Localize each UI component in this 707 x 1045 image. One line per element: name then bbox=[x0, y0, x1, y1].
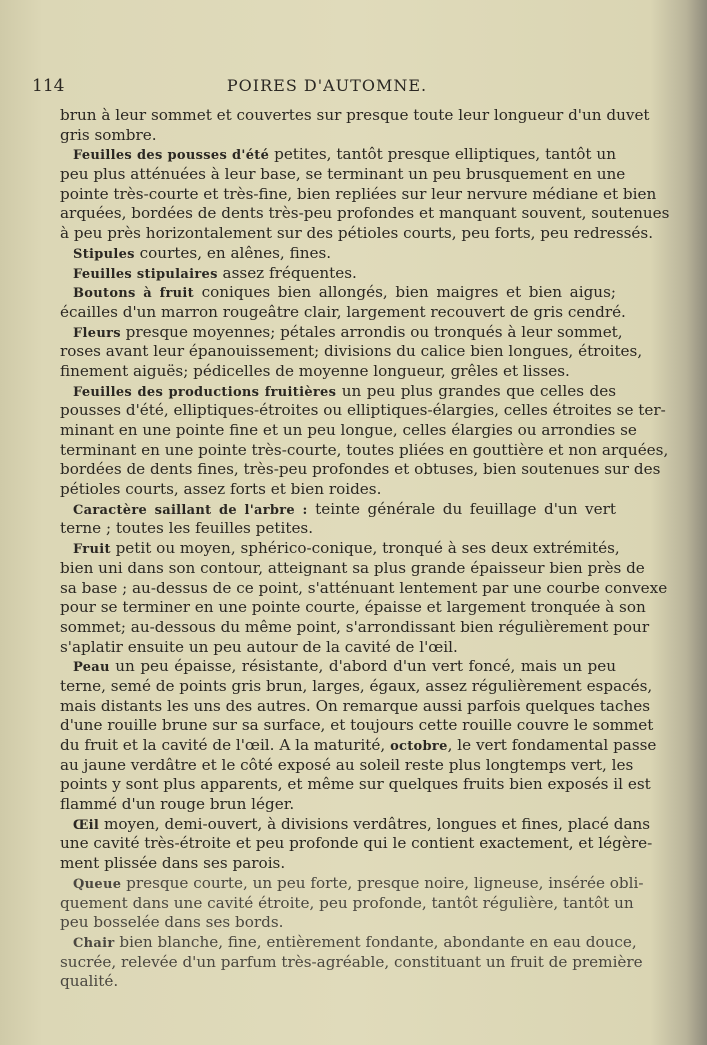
text-line bbox=[60, 224, 654, 244]
text-line bbox=[60, 578, 668, 599]
line-text: finement aiguës; pédicelles de moyenne longueur, grêles et lisses. bbox=[60, 361, 570, 380]
paragraph bbox=[60, 283, 626, 322]
page-body bbox=[60, 106, 670, 992]
text-line bbox=[60, 972, 616, 992]
text-line bbox=[60, 244, 616, 264]
text-line bbox=[60, 362, 616, 382]
line-text: peu bosselée dans ses bords. bbox=[60, 913, 284, 932]
text-line bbox=[60, 775, 651, 795]
text-line bbox=[60, 421, 637, 441]
paragraph bbox=[60, 657, 657, 815]
line-text: petit ou moyen, sphérico-conique, tronqué à ses deux extrémités, bbox=[110, 539, 620, 558]
line-text: pour se terminer en une pointe courte, épaisse et largement tronquée à son bbox=[60, 598, 646, 617]
line-text: teinte générale du feuillage d'un vert bbox=[307, 499, 616, 518]
line-text: à peu près horizontalement sur des pétioles courts, peu forts, peu redressés. bbox=[60, 224, 654, 243]
paragraph bbox=[60, 814, 653, 874]
line-text: presque moyennes; pétales arrondis ou tronqués à leur sommet, bbox=[120, 322, 623, 341]
text-line bbox=[60, 716, 654, 736]
line-text: sucrée, relevée d'un parfum très-agréable, constituant un fruit de première bbox=[60, 952, 643, 971]
paragraph bbox=[60, 381, 669, 500]
line-text: arquées, bordées de dents très-peu profondes et manquant souvent, soutenues bbox=[60, 204, 670, 223]
running-title: POIRES D'AUTOMNE. bbox=[226, 76, 428, 95]
line-text: flammé d'un rouge brun léger. bbox=[60, 795, 295, 814]
line-text: un peu plus grandes que celles des bbox=[336, 381, 617, 400]
line-text: terne, semé de points gris brun, larges, égaux, assez régulièrement espacés, bbox=[60, 676, 653, 695]
text-line bbox=[60, 165, 626, 185]
line-text: assez fréquentes. bbox=[217, 263, 357, 282]
line-text: pétioles courts, assez forts et bien roides. bbox=[60, 480, 382, 499]
text-line bbox=[60, 814, 651, 835]
text-line bbox=[60, 342, 643, 362]
line-text: pointe très-courte et très-fine, bien repliées sur leur nervure médiane et bien bbox=[60, 184, 657, 203]
text-line bbox=[60, 755, 634, 776]
page-header bbox=[32, 76, 622, 98]
paragraph bbox=[60, 145, 670, 243]
text-line bbox=[60, 283, 616, 303]
text-line bbox=[60, 598, 646, 618]
paragraph bbox=[60, 322, 643, 382]
line-text: terminant en une pointe très-courte, toutes pliées en gouttière et non arquées, bbox=[60, 440, 669, 459]
line-text: sommet; au-dessous du même point, s'arrondissant bien régulièrement pour bbox=[60, 617, 650, 636]
line-segment: , le vert fondamental passe bbox=[447, 736, 657, 754]
text-line bbox=[60, 500, 616, 520]
paragraph bbox=[60, 932, 643, 992]
text-line bbox=[60, 440, 669, 461]
text-line bbox=[60, 932, 637, 953]
line-text: minant en une pointe fine et un peu longue, celles élargies ou arrondies se bbox=[60, 421, 637, 439]
entry-term: Chair bbox=[73, 935, 115, 951]
paragraph bbox=[60, 500, 616, 539]
line-text: un peu épaisse, résistante, d'abord d'un vert foncé, mais un peu bbox=[109, 657, 616, 676]
text-line bbox=[60, 893, 634, 914]
text-line bbox=[60, 696, 651, 717]
line-text: petites, tantôt presque elliptiques, tantôt un bbox=[269, 145, 616, 164]
text-line bbox=[60, 558, 645, 579]
emphasis-text: octobre bbox=[390, 739, 448, 754]
text-line bbox=[60, 638, 616, 658]
text-line bbox=[60, 736, 657, 756]
text-line bbox=[60, 126, 616, 146]
entry-term: Œil bbox=[73, 817, 100, 833]
text-line bbox=[60, 460, 661, 480]
paragraph bbox=[60, 873, 644, 933]
paragraph bbox=[60, 106, 650, 145]
paragraph bbox=[60, 244, 616, 264]
line-text: coniques bien allongés, bien maigres et bien aigus; bbox=[193, 283, 617, 302]
entry-term: Fleurs bbox=[73, 325, 121, 341]
line-text: au jaune verdâtre et le côté exposé au soleil reste plus longtemps vert, les bbox=[60, 755, 634, 774]
paragraph bbox=[60, 264, 616, 284]
line-text: s'aplatir ensuite un peu autour de la cavité de l'œil. bbox=[60, 637, 458, 656]
entry-term: Feuilles des productions fruitières bbox=[73, 384, 337, 400]
entry-term: Stipules bbox=[73, 246, 135, 262]
text-line bbox=[60, 617, 650, 638]
line-text: courtes, en alênes, fines. bbox=[134, 243, 332, 262]
text-line bbox=[60, 539, 620, 559]
text-line bbox=[60, 401, 666, 421]
entry-term: Boutons à fruit bbox=[73, 286, 194, 302]
text-line bbox=[60, 480, 616, 500]
text-line bbox=[60, 952, 643, 973]
entry-term: Queue bbox=[73, 876, 122, 892]
page-number: 114 bbox=[32, 76, 65, 96]
entry-term: Peau bbox=[73, 660, 110, 676]
text-line bbox=[60, 382, 616, 402]
line-segment: du fruit et la cavité de l'œil. A la maturité, bbox=[60, 736, 391, 754]
line-text: points y sont plus apparents, et même sur quelques fruits bien exposés il est bbox=[60, 775, 651, 794]
line-text: roses avant leur épanouissement; divisions du calice bien longues, étroites, bbox=[60, 342, 643, 361]
line-text: peu plus atténuées à leur base, se terminant un peu brusquement en une bbox=[60, 165, 626, 184]
line-text: ment plissée dans ses parois. bbox=[60, 854, 286, 873]
line-text: terne ; toutes les feuilles petites. bbox=[60, 519, 314, 538]
line-text: écailles d'un marron rougeâtre clair, largement recouvert de gris cendré. bbox=[60, 302, 626, 321]
text-line bbox=[60, 184, 657, 205]
text-line bbox=[60, 657, 616, 677]
entry-term: Fruit bbox=[73, 542, 111, 558]
text-line bbox=[60, 873, 644, 894]
text-line bbox=[60, 795, 616, 815]
line-text: gris sombre. bbox=[60, 125, 157, 144]
text-line bbox=[60, 322, 623, 343]
text-line bbox=[60, 913, 616, 933]
line-text: brun à leur sommet et couvertes sur presque toute leur longueur d'un duvet bbox=[60, 106, 650, 124]
entry-term: Caractère saillant de l'arbre : bbox=[73, 502, 308, 518]
line-text: pousses d'été, elliptiques-étroites ou elliptiques-élargies, celles étroites se ter- bbox=[60, 401, 666, 420]
text-line bbox=[60, 676, 653, 697]
text-line bbox=[60, 145, 616, 165]
line-text: bordées de dents fines, très-peu profondes et obtuses, bien soutenues sur des bbox=[60, 460, 661, 479]
text-line bbox=[60, 519, 616, 539]
line-text: qualité. bbox=[60, 972, 119, 991]
text-line bbox=[60, 302, 626, 323]
text-line bbox=[60, 854, 616, 874]
line-text: bien blanche, fine, entièrement fondante, abondante en eau douce, bbox=[114, 932, 637, 951]
text-line bbox=[60, 204, 670, 224]
line-text: mais distants les uns des autres. On remarque aussi parfois quelques taches bbox=[60, 696, 651, 715]
line-text: bien uni dans son contour, atteignant sa plus grande épaisseur bien près de bbox=[60, 558, 645, 577]
entry-term: Feuilles des pousses d'été bbox=[73, 148, 270, 164]
line-text: sa base ; au-dessus de ce point, s'atténuant lentement par une courbe convexe bbox=[60, 578, 668, 597]
line-text: d'une rouille brune sur sa surface, et toujours cette rouille couvre le sommet bbox=[60, 716, 654, 735]
text-line bbox=[60, 834, 653, 854]
paragraph bbox=[60, 539, 668, 657]
line-text: une cavité très-étroite et peu profonde qui le contient exactement, et légère- bbox=[60, 834, 653, 853]
text-line bbox=[60, 106, 650, 126]
line-text: presque courte, un peu forte, presque noire, ligneuse, insérée obli- bbox=[121, 873, 644, 892]
line-text: moyen, demi-ouvert, à divisions verdâtres, longues et fines, placé dans bbox=[99, 814, 651, 833]
text-line bbox=[60, 264, 616, 284]
line-text: quement dans une cavité étroite, peu profonde, tantôt régulière, tantôt un bbox=[60, 893, 634, 912]
entry-term: Feuilles stipulaires bbox=[73, 266, 218, 282]
